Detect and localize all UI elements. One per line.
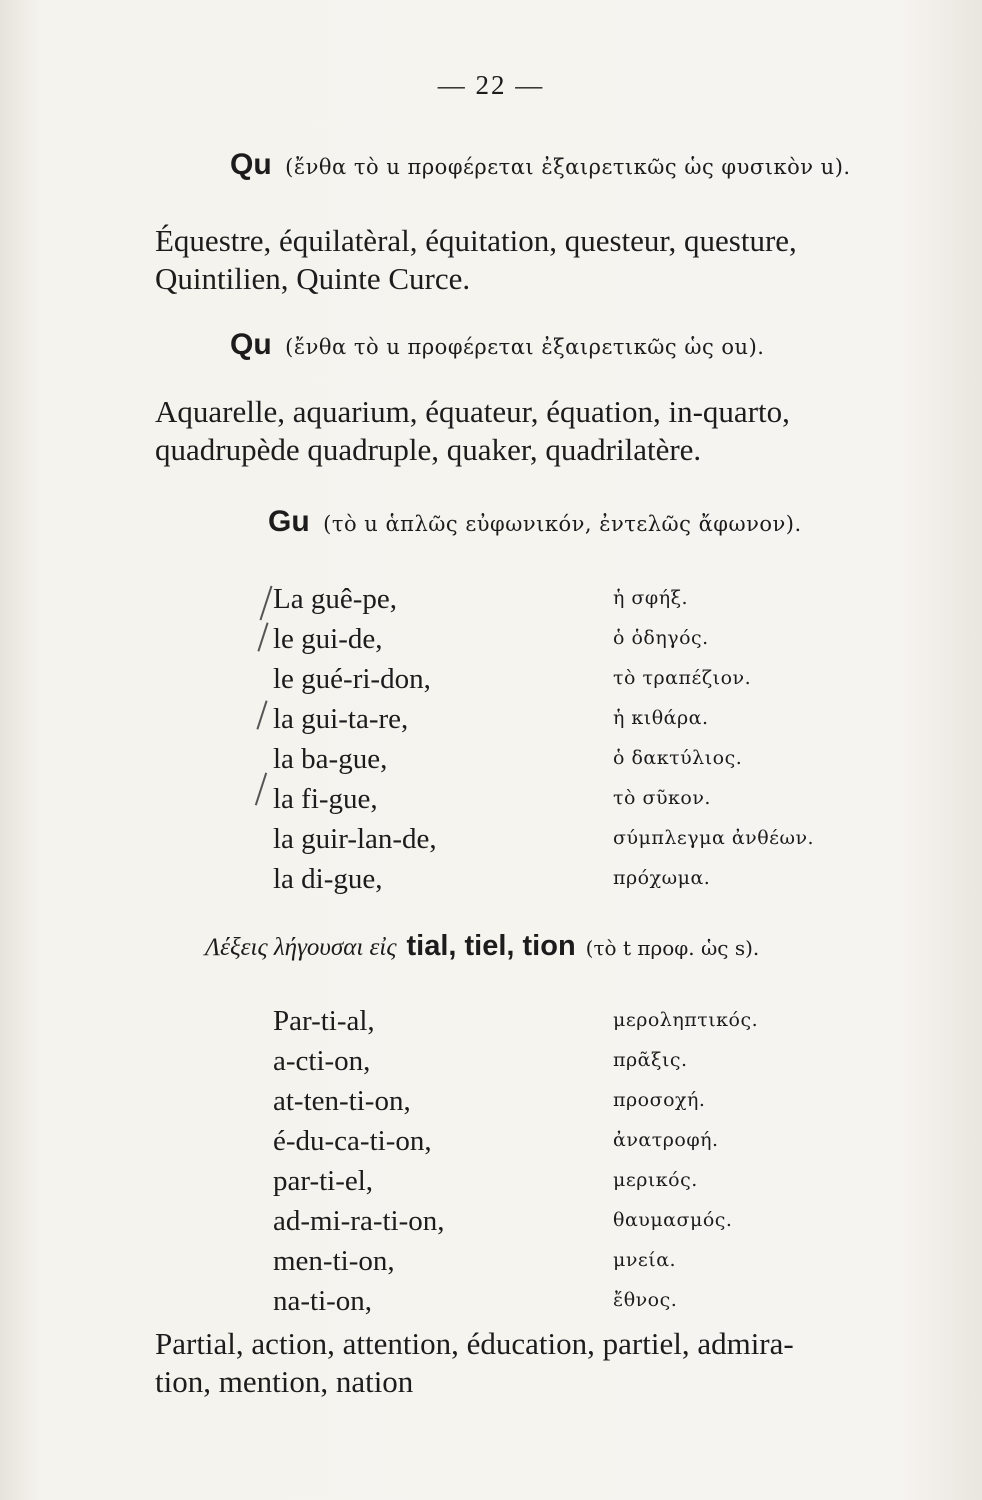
list-item [273, 743, 893, 783]
list-item [273, 1165, 893, 1205]
page-number: — 22 — [437, 70, 545, 100]
section-heading-gu [268, 505, 802, 539]
french-word: ad-mi-ra-ti-on, [273, 1205, 445, 1237]
french-word: la ba-gue, [273, 743, 388, 775]
paragraph-line: Équestre, équilatèral, équitation, questeur, questure, [155, 223, 797, 258]
paragraph-line: Quintilien, Quinte Curce. [155, 261, 471, 296]
heading-key: tial, tiel, tion [406, 930, 576, 962]
french-word: la di-gue, [273, 863, 383, 895]
french-word: la guir-lan-de, [273, 823, 437, 855]
greek-translation: τὸ σῦκον. [613, 787, 711, 809]
greek-translation: πρᾶξις. [613, 1049, 688, 1071]
greek-translation: προσοχή. [613, 1089, 706, 1111]
list-item [273, 1205, 893, 1245]
list-item [273, 1085, 893, 1125]
list-item [273, 623, 893, 663]
french-word: la gui-ta-re, [273, 703, 409, 735]
section-heading-qu-1 [230, 148, 851, 182]
heading-note: (ἔνθα τὸ u προφέρεται ἐξαιρετικῶς ὡς φυσικὸν u). [285, 155, 851, 179]
greek-translation: τὸ τραπέζιον. [613, 667, 752, 689]
list-item [273, 1245, 893, 1285]
french-word: la fi-gue, [273, 783, 378, 815]
heading-intro: Λέξεις λήγουσαι εἰς [205, 934, 397, 961]
greek-translation: ὁ ὁδηγός. [613, 627, 709, 649]
list-item [273, 863, 893, 903]
paragraph-line: quadrupède quadruple, quaker, quadrilatère. [155, 432, 702, 467]
heading-key: Gu [268, 505, 310, 538]
greek-translation: σύμπλεγμα ἀνθέων. [613, 827, 815, 849]
french-word: at-ten-ti-on, [273, 1085, 411, 1117]
greek-translation: ἡ σφήξ. [613, 587, 689, 609]
section-heading-qu-2 [230, 328, 764, 362]
heading-note: (ἔνθα τὸ u προφέρεται ἐξαιρετικῶς ὡς ou). [285, 335, 765, 359]
pencil-mark [255, 773, 267, 806]
heading-note: (τὸ t προφ. ὡς s). [585, 936, 760, 960]
greek-translation: ἀνατροφή. [613, 1129, 719, 1151]
heading-note: (τὸ u ἁπλῶς εὐφωνικόν, ἐντελῶς ἄφωνον). [323, 512, 802, 536]
heading-key: Qu [230, 328, 272, 361]
section-heading-tion [205, 930, 759, 963]
list-item [273, 1285, 893, 1325]
french-word: men-ti-on, [273, 1245, 395, 1277]
list-item [273, 1045, 893, 1085]
paragraph-line: Aquarelle, aquarium, équateur, équation, in-quarto, [155, 394, 790, 429]
greek-translation: μερικός. [613, 1169, 698, 1191]
list-item [273, 1125, 893, 1165]
french-word: é-du-ca-ti-on, [273, 1125, 432, 1157]
list-item [273, 823, 893, 863]
greek-translation: πρόχωμα. [613, 867, 711, 889]
list-item [273, 663, 893, 703]
french-word: Par-ti-al, [273, 1005, 375, 1037]
pencil-mark [256, 700, 267, 729]
list-item [273, 1005, 893, 1045]
pencil-mark [259, 586, 272, 621]
heading-key: Qu [230, 148, 272, 181]
list-item [273, 583, 893, 623]
greek-translation: ἡ κιθάρα. [613, 707, 709, 729]
greek-translation: ἔθνος. [613, 1289, 678, 1311]
example-paragraph-2 [155, 393, 950, 469]
french-word: le gui-de, [273, 623, 383, 655]
example-paragraph-tion [155, 1325, 950, 1401]
paragraph-line: Partial, action, attention, éducation, partiel, admira- [155, 1326, 794, 1361]
french-word: le gué-ri-don, [273, 663, 431, 695]
french-word: par-ti-el, [273, 1165, 374, 1197]
list-item [273, 783, 893, 823]
vocabulary-list-tion [273, 1005, 893, 1325]
list-item [273, 703, 893, 743]
pencil-mark [257, 622, 268, 651]
greek-translation: μερoληπτικός. [613, 1009, 759, 1031]
french-word: La guê-pe, [273, 583, 397, 615]
vocabulary-list-gu [273, 583, 893, 903]
paragraph-line: tion, mention, nation [155, 1364, 414, 1399]
greek-translation: ὁ δακτύλιος. [613, 747, 743, 769]
example-paragraph-1 [155, 222, 950, 298]
greek-translation: μνεία. [613, 1249, 677, 1271]
french-word: na-ti-on, [273, 1285, 373, 1317]
french-word: a-cti-on, [273, 1045, 371, 1077]
greek-translation: θαυμασμός. [613, 1209, 733, 1231]
